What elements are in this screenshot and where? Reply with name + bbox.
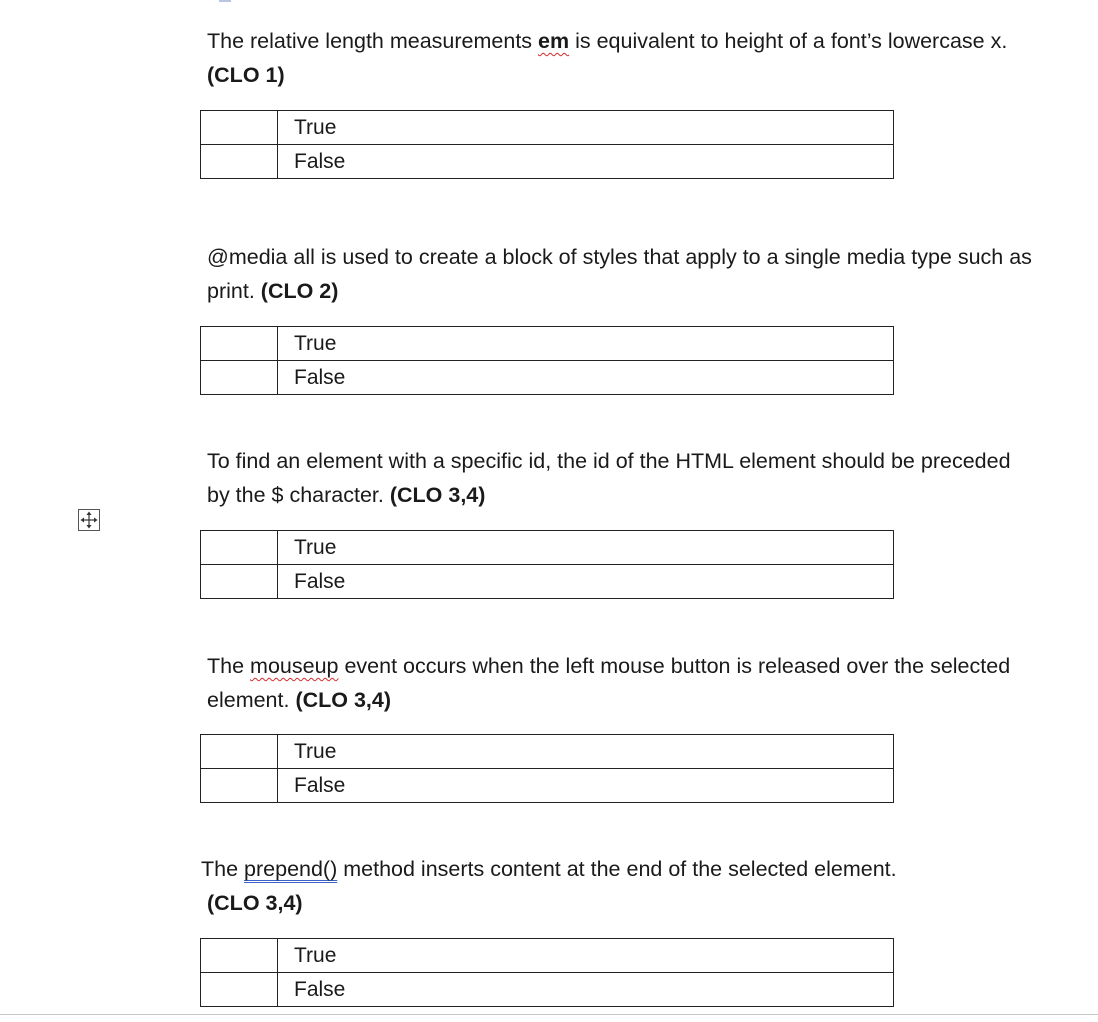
answer-table-4 <box>200 734 894 803</box>
answer-table-3 <box>200 530 894 599</box>
term-em: em <box>538 29 570 53</box>
question-2-text <box>207 240 1037 308</box>
clo-label: (CLO 1) <box>207 63 285 87</box>
question-text-segment: The <box>201 857 245 881</box>
clo-label: (CLO 3,4) <box>207 891 303 915</box>
clo-label: (CLO 3,4) <box>389 483 486 507</box>
answer-label-false: False <box>278 361 894 395</box>
answer-checkbox-false[interactable] <box>201 361 278 395</box>
question-text-segment: is equivalent to height of a font’s lowercase x. <box>569 29 1008 53</box>
question-text-segment: The relative length measurements <box>207 29 539 53</box>
question-text-segment: method inserts content at the end of the selected element. <box>337 857 897 881</box>
answer-row <box>201 973 894 1007</box>
answer-label-false: False <box>278 769 894 803</box>
answer-checkbox-false[interactable] <box>201 145 278 179</box>
term-mouseup: mouseup <box>250 654 339 678</box>
clo-label: (CLO 2) <box>260 279 339 303</box>
clo-label: (CLO 3,4) <box>295 688 392 712</box>
question-4-text <box>207 649 1037 717</box>
question-3-text <box>207 444 1037 512</box>
answer-checkbox-true[interactable] <box>201 939 278 973</box>
question-text-segment: @media all is used to create a block of styles that apply to a single media type such as print. <box>207 245 1032 303</box>
answer-row <box>201 735 894 769</box>
answer-row <box>201 531 894 565</box>
answer-checkbox-false[interactable] <box>201 973 278 1007</box>
move-arrows-icon <box>79 510 99 530</box>
question-text-segment: event occurs when the left mouse button is released over the selected element. <box>207 654 1011 712</box>
answer-label-true: True <box>278 111 894 145</box>
answer-label-false: False <box>278 973 894 1007</box>
page-bottom-border <box>0 1014 1098 1015</box>
answer-row <box>201 145 894 179</box>
question-text-segment: The <box>207 654 251 678</box>
term-prepend: prepend() <box>244 857 338 881</box>
answer-checkbox-true[interactable] <box>201 111 278 145</box>
answer-checkbox-false[interactable] <box>201 769 278 803</box>
cursor-marker <box>219 0 231 2</box>
answer-row <box>201 361 894 395</box>
answer-label-true: True <box>278 327 894 361</box>
answer-label-false: False <box>278 565 894 599</box>
question-5-text <box>201 852 1031 920</box>
answer-label-true: True <box>278 939 894 973</box>
answer-row <box>201 111 894 145</box>
answer-table-1 <box>200 110 894 179</box>
answer-checkbox-false[interactable] <box>201 565 278 599</box>
answer-label-true: True <box>278 735 894 769</box>
answer-row <box>201 939 894 973</box>
answer-table-2 <box>200 326 894 395</box>
table-move-handle[interactable] <box>78 509 100 531</box>
answer-row <box>201 327 894 361</box>
answer-row <box>201 565 894 599</box>
answer-label-true: True <box>278 531 894 565</box>
answer-checkbox-true[interactable] <box>201 531 278 565</box>
answer-checkbox-true[interactable] <box>201 327 278 361</box>
question-text-segment: To find an element with a specific id, the id of the HTML element should be preceded by the $ character. <box>207 449 1011 507</box>
answer-table-5 <box>200 938 894 1007</box>
answer-checkbox-true[interactable] <box>201 735 278 769</box>
question-1-text <box>207 24 1037 92</box>
answer-row <box>201 769 894 803</box>
answer-label-false: False <box>278 145 894 179</box>
